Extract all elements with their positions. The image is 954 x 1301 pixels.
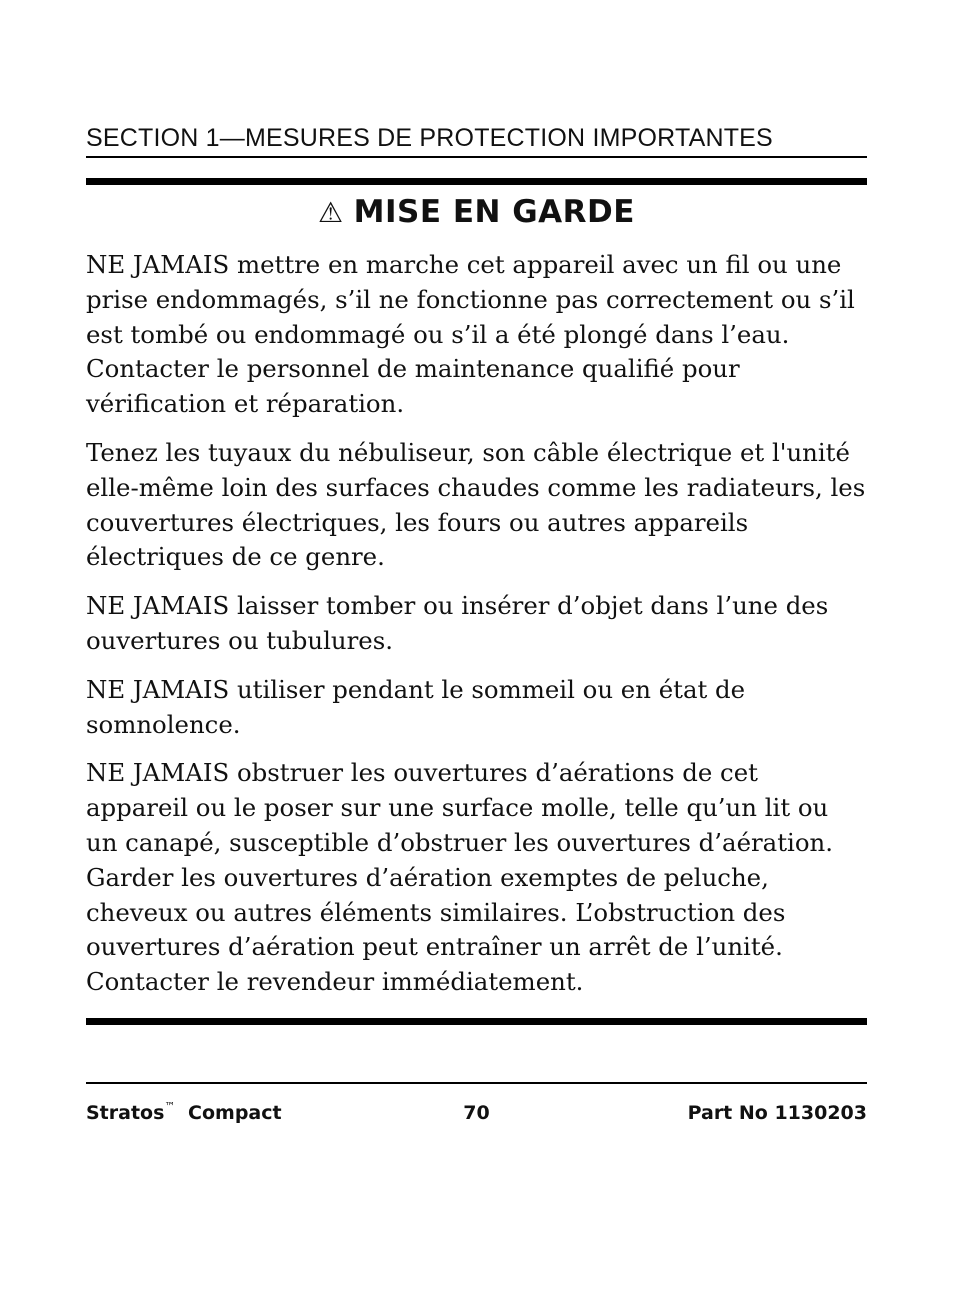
product-model: Compact [188,1102,282,1124]
paragraph: NE JAMAIS laisser tomber ou insérer d’objet dans l’une des ouvertures ou tubulures. [86,591,829,655]
paragraph: Tenez les tuyaux du nébuliseur, son câble électrique et l'unité elle-même loin des surfaces chaudes comme les radiateurs, les couvertures électriques, les fours ou autres appareils électriques de ce genre. [86,437,866,572]
paragraph: NE JAMAIS utiliser pendant le sommeil ou en état de somnolence. [86,674,746,739]
warning-body [86,248,867,1014]
footer-rule [86,1082,867,1084]
part-number: Part No 1130203 [687,1102,867,1124]
page-number: 70 [463,1102,490,1124]
section-header: SECTION 1—MESURES DE PROTECTION IMPORTANTES [86,120,867,158]
paragraph: NE JAMAIS mettre en marche cet appareil avec un fil ou une prise endommagés, s’il ne fonctionne pas correctement ou s’il est tombé ou endommagé ou s’il a été plongé dans l’eau. Contacter le personnel de maintenance qualifié pour vérification et réparation. [86,250,855,419]
warning-triangle-icon: ⚠ [318,196,344,229]
paragraph: NE JAMAIS obstruer les ouvertures d’aérations de cet appareil ou le poser sur une surface molle, telle qu’un lit ou un canapé, susceptible d’obstruer les ouvertures d’aération. Garder les ouvertures d’aération exemptes de peluche, cheveux ou autres éléments similaires. L’obstruction des ouvertures d’aération peut entraîner un arrêt de l’unité. Contacter le revendeur immédiatement. [86,758,833,997]
warning-bottom-rule [86,1018,867,1025]
trademark-symbol: ™ [164,1100,176,1113]
page-footer [86,1098,867,1128]
warning-heading [86,190,867,234]
warning-title: MISE EN GARDE [353,194,635,230]
warning-top-rule [86,178,867,185]
product-name: Stratos [86,1102,165,1124]
